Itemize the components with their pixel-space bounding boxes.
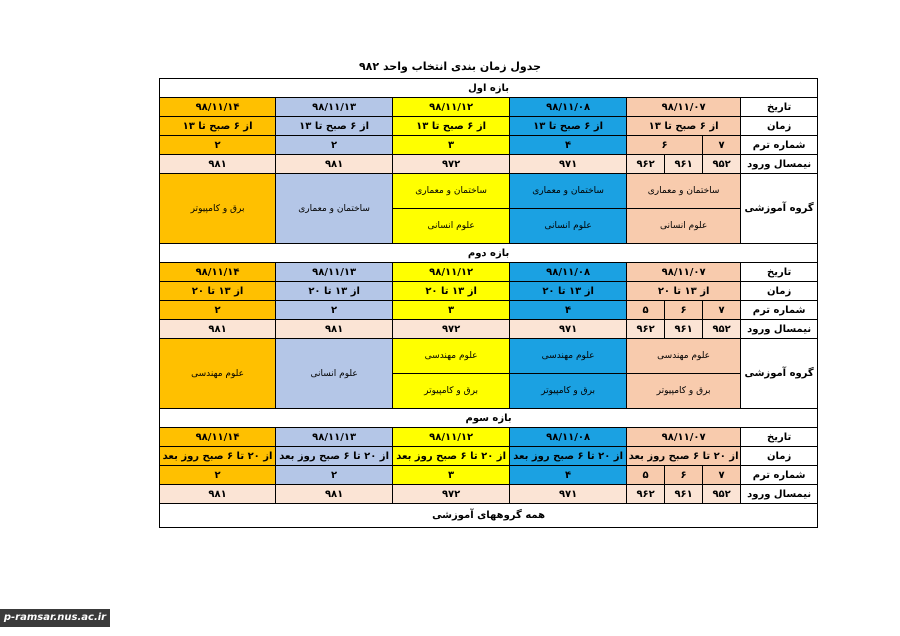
group-cell: علوم انسانی <box>627 209 741 244</box>
group-cell: ساختمان و معماری <box>276 174 393 244</box>
group-cell: ساختمان و معماری <box>510 174 627 209</box>
date-cell: ۹۸/۱۱/۰۸ <box>510 98 627 117</box>
label-time: زمان <box>741 117 818 136</box>
date-cell: ۹۸/۱۱/۱۲ <box>393 428 510 447</box>
date-cell: ۹۸/۱۱/۱۴ <box>160 98 276 117</box>
all-groups-row: همه گروههای آموزشی <box>160 504 818 528</box>
time-cell: از ۶ صبح تا ۱۳ <box>510 117 627 136</box>
entry-cell: ۹۶۱ <box>665 485 703 504</box>
time-cell: از ۱۳ تا ۲۰ <box>160 282 276 301</box>
date-cell: ۹۸/۱۱/۱۲ <box>393 263 510 282</box>
term-cell: ۲ <box>276 136 393 155</box>
group-cell: علوم مهندسی <box>393 339 510 374</box>
entry-cell: ۹۵۲ <box>703 320 741 339</box>
term-cell: ۲ <box>276 301 393 320</box>
term-cell: ۲ <box>276 466 393 485</box>
term-cell: ۷ <box>703 466 741 485</box>
term-cell: ۳ <box>393 136 510 155</box>
term-cell: ۶ <box>665 466 703 485</box>
label-term: شماره ترم <box>741 301 818 320</box>
date-cell: ۹۸/۱۱/۱۳ <box>276 428 393 447</box>
term-cell: ۲ <box>160 136 276 155</box>
term-cell: ۴ <box>510 466 627 485</box>
group-cell: علوم انسانی <box>276 339 393 409</box>
term-cell: ۳ <box>393 301 510 320</box>
label-group: گروه آموزشی <box>741 174 818 244</box>
term-cell: ۵ <box>627 301 665 320</box>
entry-cell: ۹۷۱ <box>510 155 627 174</box>
entry-cell: ۹۸۱ <box>160 485 276 504</box>
group-cell: علوم انسانی <box>510 209 627 244</box>
section-3-header: بازه سوم <box>160 409 818 428</box>
term-cell: ۲ <box>160 301 276 320</box>
date-cell: ۹۸/۱۱/۱۳ <box>276 98 393 117</box>
time-cell: از ۲۰ تا ۶ صبح روز بعد <box>160 447 276 466</box>
entry-cell: ۹۷۲ <box>393 320 510 339</box>
entry-cell: ۹۶۱ <box>665 155 703 174</box>
group-cell: علوم مهندسی <box>510 339 627 374</box>
group-cell: برق و کامپیوتر <box>627 374 741 409</box>
date-cell: ۹۸/۱۱/۰۸ <box>510 263 627 282</box>
entry-cell: ۹۶۲ <box>627 485 665 504</box>
entry-cell: ۹۸۱ <box>160 155 276 174</box>
time-cell: از ۶ صبح تا ۱۳ <box>160 117 276 136</box>
date-cell: ۹۸/۱۱/۱۳ <box>276 263 393 282</box>
label-date: تاریخ <box>741 98 818 117</box>
entry-cell: ۹۸۱ <box>276 155 393 174</box>
group-cell: برق و کامپیوتر <box>510 374 627 409</box>
entry-cell: ۹۷۲ <box>393 155 510 174</box>
time-cell: از ۱۳ تا ۲۰ <box>393 282 510 301</box>
term-cell: ۴ <box>510 301 627 320</box>
date-cell: ۹۸/۱۱/۰۷ <box>627 428 741 447</box>
term-cell: ۶ <box>627 136 703 155</box>
date-cell: ۹۸/۱۱/۱۴ <box>160 263 276 282</box>
date-cell: ۹۸/۱۱/۰۷ <box>627 263 741 282</box>
entry-cell: ۹۸۱ <box>160 320 276 339</box>
entry-cell: ۹۶۱ <box>665 320 703 339</box>
entry-cell: ۹۵۲ <box>703 155 741 174</box>
group-cell: برق و کامپیوتر <box>393 374 510 409</box>
date-cell: ۹۸/۱۱/۱۲ <box>393 98 510 117</box>
date-cell: ۹۸/۱۱/۰۸ <box>510 428 627 447</box>
time-cell: از ۶ صبح تا ۱۳ <box>276 117 393 136</box>
label-entry: نیمسال ورود <box>741 320 818 339</box>
label-time: زمان <box>741 282 818 301</box>
group-cell: ساختمان و معماری <box>393 174 510 209</box>
footer-url[interactable]: p-ramsar.nus.ac.ir <box>0 609 110 627</box>
date-cell: ۹۸/۱۱/۰۷ <box>627 98 741 117</box>
term-cell: ۳ <box>393 466 510 485</box>
entry-cell: ۹۷۱ <box>510 320 627 339</box>
group-cell: علوم مهندسی <box>160 339 276 409</box>
time-cell: از ۶ صبح تا ۱۳ <box>393 117 510 136</box>
section-2-header: بازه دوم <box>160 244 818 263</box>
time-cell: از ۲۰ تا ۶ صبح روز بعد <box>393 447 510 466</box>
label-time: زمان <box>741 447 818 466</box>
date-cell: ۹۸/۱۱/۱۴ <box>160 428 276 447</box>
label-entry: نیمسال ورود <box>741 485 818 504</box>
entry-cell: ۹۷۲ <box>393 485 510 504</box>
entry-cell: ۹۸۱ <box>276 485 393 504</box>
entry-cell: ۹۵۲ <box>703 485 741 504</box>
label-term: شماره ترم <box>741 466 818 485</box>
group-cell: ساختمان و معماری <box>627 174 741 209</box>
schedule-table <box>159 78 818 528</box>
label-date: تاریخ <box>741 428 818 447</box>
section-1-header: بازه اول <box>160 79 818 98</box>
term-cell: ۲ <box>160 466 276 485</box>
page-title: جدول زمان بندی انتخاب واحد ۹۸۲ <box>358 60 542 73</box>
label-entry: نیمسال ورود <box>741 155 818 174</box>
label-date: تاریخ <box>741 263 818 282</box>
term-cell: ۴ <box>510 136 627 155</box>
entry-cell: ۹۸۱ <box>276 320 393 339</box>
group-cell: برق و کامپیوتر <box>160 174 276 244</box>
time-cell: از ۱۳ تا ۲۰ <box>627 282 741 301</box>
time-cell: از ۲۰ تا ۶ صبح روز بعد <box>276 447 393 466</box>
group-cell: علوم مهندسی <box>627 339 741 374</box>
label-term: شماره ترم <box>741 136 818 155</box>
entry-cell: ۹۷۱ <box>510 485 627 504</box>
time-cell: از ۲۰ تا ۶ صبح روز بعد <box>510 447 627 466</box>
term-cell: ۷ <box>703 136 741 155</box>
term-cell: ۶ <box>665 301 703 320</box>
time-cell: از ۲۰ تا ۶ صبح روز بعد <box>627 447 741 466</box>
time-cell: از ۱۳ تا ۲۰ <box>276 282 393 301</box>
term-cell: ۷ <box>703 301 741 320</box>
entry-cell: ۹۶۲ <box>627 155 665 174</box>
term-cell: ۵ <box>627 466 665 485</box>
time-cell: از ۱۳ تا ۲۰ <box>510 282 627 301</box>
entry-cell: ۹۶۲ <box>627 320 665 339</box>
time-cell: از ۶ صبح تا ۱۳ <box>627 117 741 136</box>
label-group: گروه آموزشی <box>741 339 818 409</box>
group-cell: علوم انسانی <box>393 209 510 244</box>
